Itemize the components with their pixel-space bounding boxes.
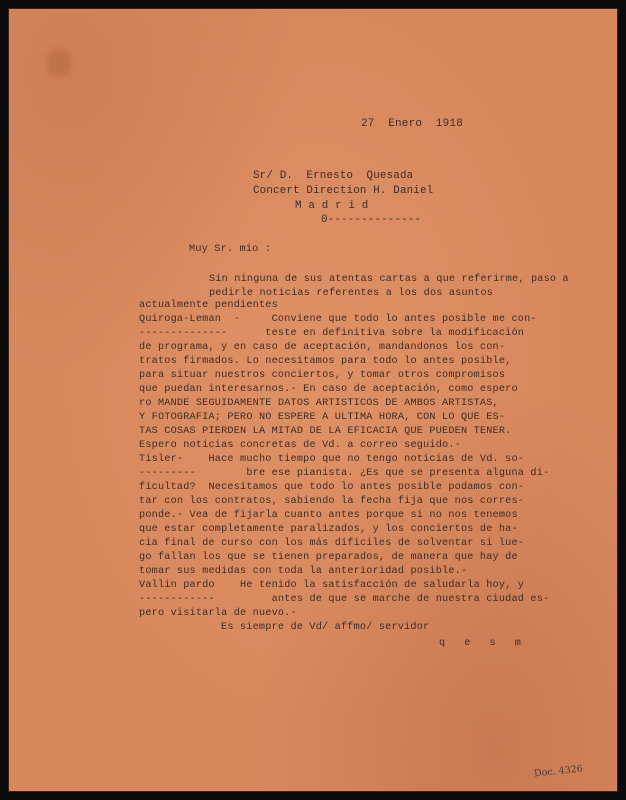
address-line-1: Sr/ D. Ernesto Quesada (253, 170, 414, 182)
address-separator: 0-------------- (321, 214, 422, 226)
body-line: tar con los contratos, sabiendo la fecha fija que nos corres- (139, 496, 525, 507)
body-line: Sin ninguna de sus atentas cartas a que referirme, paso a pedirle noticias referentes a los dos asuntos (209, 274, 569, 299)
body-line: para situar nuestros conciertos, y tomar otros compromisos (139, 370, 506, 381)
body-line: que estar completamente paralizados, y los conciertos de ha- (139, 524, 518, 535)
body-line: ------------ antes de que se marche de nuestra ciudad es- (139, 594, 550, 605)
address-line-2: Concert Direction H. Daniel (253, 185, 434, 197)
body-line: cia final de curso con los más dificiles de solventar si lue- (139, 538, 525, 549)
body-line: Vallin pardo He tenido la satisfacción de saludarla hoy, y (139, 580, 525, 591)
body-line: de programa, y en caso de aceptación, mandandonos los con- (139, 342, 506, 353)
body-line: -------------- teste en definitiva sobre la modificación (139, 328, 525, 339)
body-line: tratos firmados. Lo necesitamos para todo lo antes posible, (139, 356, 512, 367)
archive-mark: Doc. 4326 (533, 763, 584, 780)
letter-page (8, 8, 618, 792)
signature-initials: q e s m (439, 638, 522, 649)
body-line: TAS COSAS PIERDEN LA MITAD DE LA EFICACIA QUE PUEDEN TENER. (139, 426, 512, 437)
body-line: pero visitarla de nuevo.- (139, 608, 297, 619)
body-line: Tisler- Hace mucho tiempo que no tengo noticias de Vd. so- (139, 454, 525, 465)
body-line: --------- bre ese pianista. ¿Es que se presenta alguna di- (139, 468, 550, 479)
letter-date: 27 Enero 1918 (361, 118, 464, 130)
body-line: que puedan interesarnos.- En caso de aceptación, como espero (139, 384, 518, 395)
body-line: Quiroga-Leman - Conviene que todo lo antes posible me con- (139, 314, 537, 325)
body-line: tomar sus medidas con toda la anterioridad posible.- (139, 566, 468, 577)
body-line: ponde.- Vea de fijarla cuanto antes porque si no nos tenemos (139, 510, 518, 521)
body-line: go fallan los que se tienen preparados, de manera que hay de (139, 552, 518, 563)
address-line-3: M a d r i d (295, 200, 369, 212)
body-line: ficultad? Necesitamos que todo lo antes posible podamos con- (139, 482, 525, 493)
body-line: Espero noticias concretas de Vd. a correo seguido.- (139, 440, 461, 451)
salutation: Muy Sr. mio : (189, 244, 272, 255)
body-line: ro MANDE SEGUIDAMENTE DATOS ARTISTICOS DE AMBOS ARTISTAS, (139, 398, 499, 409)
body-line: Y FOTOGRAFIA; PERO NO ESPERE A ULTIMA HORA, CON LO QUE ES- (139, 412, 506, 423)
stain-mark (47, 49, 71, 77)
body-line: actualmente pendientes (139, 300, 278, 311)
closing-line: Es siempre de Vd/ affmo/ servidor (221, 622, 430, 633)
